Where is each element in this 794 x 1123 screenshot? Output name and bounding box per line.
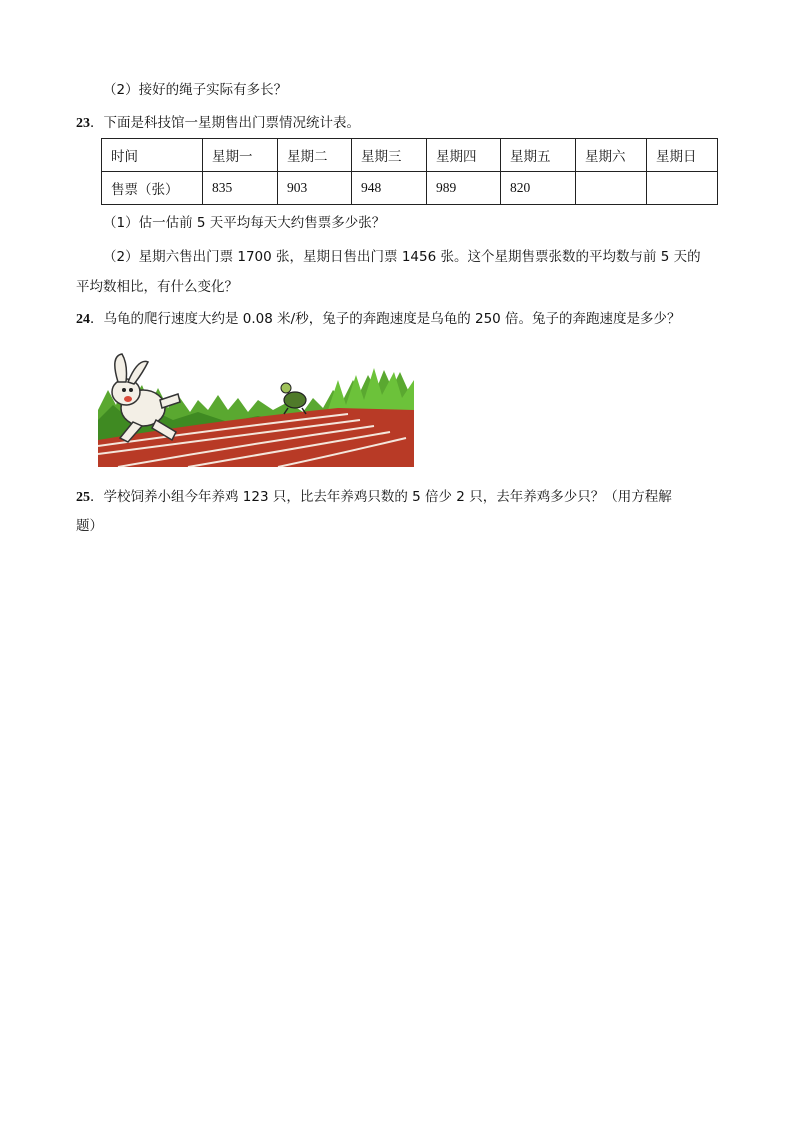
table-cell — [576, 172, 647, 205]
q22-sub2: （2）接好的绳子实际有多长？ — [103, 82, 288, 98]
table-header-cell: 星期五 — [501, 139, 576, 172]
table-cell: 售票（张） — [102, 172, 203, 205]
table-header-cell: 星期日 — [647, 139, 718, 172]
table-header-cell: 时间 — [102, 139, 203, 172]
table-row — [102, 172, 718, 205]
q23-sub2-line2: 平均数相比，有什么变化？ — [76, 279, 238, 295]
rabbit-tortoise-race-illustration — [98, 350, 414, 467]
q24-number: 24 — [76, 312, 90, 327]
table-header-cell: 星期四 — [427, 139, 501, 172]
q23-prompt — [76, 113, 360, 134]
q23-sub1: （1）估一估前 5 天平均每天大约售票多少张？ — [103, 215, 386, 231]
q24-text: ．乌龟的爬行速度大约是 0.08 米/秒，兔子的奔跑速度是乌龟的 250 倍。兔子的奔跑速度是多少？ — [90, 311, 681, 327]
q25-text-line2: 题） — [76, 518, 103, 534]
q23-sub2-line1: （2）星期六售出门票 1700 张，星期日售出门票 1456 张。这个星期售票张数的平均数与前 5 天的 — [103, 249, 701, 265]
table-cell: 948 — [352, 172, 427, 205]
q25-number: 25 — [76, 490, 90, 505]
table-cell: 989 — [427, 172, 501, 205]
table-cell — [647, 172, 718, 205]
table-header-cell: 星期六 — [576, 139, 647, 172]
q25-prompt — [76, 487, 672, 508]
q23-text: ．下面是科技馆一星期售出门票情况统计表。 — [90, 115, 360, 131]
table-cell: 820 — [501, 172, 576, 205]
table-header-cell: 星期二 — [278, 139, 352, 172]
ticket-sales-table — [101, 138, 718, 205]
table-header-row — [102, 139, 718, 172]
race-scene-icon — [98, 350, 414, 467]
table-header-cell: 星期一 — [203, 139, 278, 172]
q23-number: 23 — [76, 116, 90, 131]
table-cell: 835 — [203, 172, 278, 205]
table-header-cell: 星期三 — [352, 139, 427, 172]
table-cell: 903 — [278, 172, 352, 205]
q25-text-line1: ．学校饲养小组今年养鸡 123 只，比去年养鸡只数的 5 倍少 2 只，去年养鸡多少只？（用方程解 — [90, 489, 672, 505]
q24-prompt — [76, 309, 681, 330]
